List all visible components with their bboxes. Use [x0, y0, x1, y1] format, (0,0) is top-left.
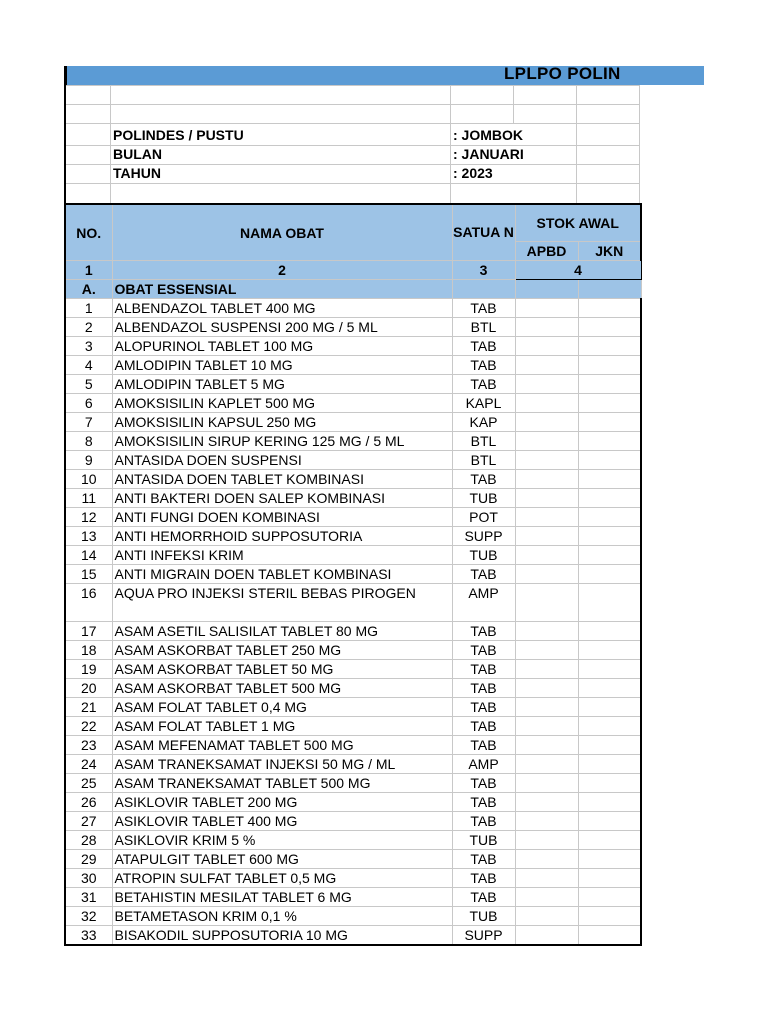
row-number: 3	[65, 337, 112, 356]
drug-name: ANTI HEMORRHOID SUPPOSUTORIA	[112, 527, 452, 546]
stok-jkn-cell	[578, 413, 641, 432]
drug-unit: TAB	[452, 660, 515, 679]
row-number: 32	[65, 907, 112, 926]
table-row	[65, 546, 641, 565]
stok-jkn-cell	[578, 831, 641, 850]
stok-apbd-cell	[515, 299, 578, 318]
drug-name: ASAM ASKORBAT TABLET 50 MG	[112, 660, 452, 679]
stok-jkn-cell	[578, 356, 641, 375]
row-number: 17	[65, 622, 112, 641]
table-row	[65, 812, 641, 831]
drug-name: ATROPIN SULFAT TABLET 0,5 MG	[112, 869, 452, 888]
grid-line	[450, 85, 451, 203]
stok-jkn-cell	[578, 584, 641, 622]
stok-jkn-cell	[578, 337, 641, 356]
row-number: 30	[65, 869, 112, 888]
drug-unit: TAB	[452, 850, 515, 869]
drug-unit: TAB	[452, 470, 515, 489]
drug-name: ASAM ASKORBAT TABLET 500 MG	[112, 679, 452, 698]
stok-jkn-cell	[578, 489, 641, 508]
stok-apbd-cell	[515, 546, 578, 565]
stok-jkn-cell	[578, 546, 641, 565]
col-number: 2	[112, 261, 452, 280]
grid-line	[513, 85, 514, 123]
stok-apbd-cell	[515, 869, 578, 888]
drug-name: ANTASIDA DOEN TABLET KOMBINASI	[112, 470, 452, 489]
col-header-nama: NAMA OBAT	[112, 204, 452, 261]
row-number: 15	[65, 565, 112, 584]
stok-jkn-cell	[578, 926, 641, 946]
stok-apbd-cell	[515, 432, 578, 451]
stok-jkn-cell	[578, 717, 641, 736]
drug-name: ASAM TRANEKSAMAT INJEKSI 50 MG / ML	[112, 755, 452, 774]
stok-apbd-cell	[515, 527, 578, 546]
drug-name: ASAM MEFENAMAT TABLET 500 MG	[112, 736, 452, 755]
table-row	[65, 831, 641, 850]
table-row	[65, 356, 641, 375]
stok-jkn-cell	[578, 299, 641, 318]
drug-name: ASAM FOLAT TABLET 0,4 MG	[112, 698, 452, 717]
drug-name: AQUA PRO INJEKSI STERIL BEBAS PIROGEN	[112, 584, 452, 622]
bulan-label: BULAN	[113, 146, 162, 162]
table-row	[65, 299, 641, 318]
grid-line	[64, 183, 640, 184]
report-title: LPLPO POLIN	[504, 64, 621, 83]
stok-jkn-cell	[578, 527, 641, 546]
section-name: OBAT ESSENSIAL	[112, 280, 452, 299]
stok-apbd-cell	[515, 565, 578, 584]
row-number: 16	[65, 584, 112, 622]
drug-unit: TAB	[452, 698, 515, 717]
drug-unit: BTL	[452, 451, 515, 470]
row-number: 21	[65, 698, 112, 717]
row-number: 24	[65, 755, 112, 774]
row-number: 4	[65, 356, 112, 375]
stok-apbd-cell	[515, 926, 578, 946]
col-header-stok-awal: STOK AWAL	[515, 204, 641, 242]
drug-name: ASAM TRANEKSAMAT TABLET 500 MG	[112, 774, 452, 793]
stok-apbd-cell	[515, 470, 578, 489]
drug-unit: TUB	[452, 831, 515, 850]
row-number: 8	[65, 432, 112, 451]
table-row	[65, 755, 641, 774]
table-row	[65, 584, 641, 622]
drug-unit: POT	[452, 508, 515, 527]
header-row-1	[65, 204, 641, 242]
stok-apbd-cell	[515, 736, 578, 755]
grid-line	[110, 85, 111, 203]
row-number: 7	[65, 413, 112, 432]
drug-name: ALBENDAZOL SUSPENSI 200 MG / 5 ML	[112, 318, 452, 337]
stok-apbd-cell	[515, 793, 578, 812]
table-row	[65, 470, 641, 489]
drug-unit: TAB	[452, 717, 515, 736]
row-number: 25	[65, 774, 112, 793]
row-number: 10	[65, 470, 112, 489]
drug-name: ASAM FOLAT TABLET 1 MG	[112, 717, 452, 736]
drug-name: ASIKLOVIR KRIM 5 %	[112, 831, 452, 850]
table-row	[65, 375, 641, 394]
row-number: 26	[65, 793, 112, 812]
drug-name: ASAM ASETIL SALISILAT TABLET 80 MG	[112, 622, 452, 641]
drug-unit: TUB	[452, 907, 515, 926]
drug-unit: TUB	[452, 489, 515, 508]
stok-jkn-cell	[578, 698, 641, 717]
row-number: 27	[65, 812, 112, 831]
col-number: 3	[452, 261, 515, 280]
stok-apbd-cell	[515, 394, 578, 413]
stok-jkn-cell	[578, 774, 641, 793]
grid-line	[64, 123, 640, 124]
stok-apbd-cell	[515, 356, 578, 375]
drug-unit: TAB	[452, 356, 515, 375]
drug-name: BETAHISTIN MESILAT TABLET 6 MG	[112, 888, 452, 907]
col-number: 1	[65, 261, 112, 280]
stok-apbd-cell	[515, 622, 578, 641]
row-number: 2	[65, 318, 112, 337]
stok-jkn-cell	[578, 508, 641, 527]
table-row	[65, 641, 641, 660]
table-row	[65, 907, 641, 926]
stok-apbd-cell	[515, 812, 578, 831]
stok-apbd-cell	[515, 679, 578, 698]
drug-unit: TAB	[452, 888, 515, 907]
drug-unit: TAB	[452, 299, 515, 318]
row-number: 14	[65, 546, 112, 565]
stok-jkn-cell	[578, 565, 641, 584]
drug-unit: AMP	[452, 755, 515, 774]
stok-jkn-cell	[578, 888, 641, 907]
row-number: 20	[65, 679, 112, 698]
row-number: 23	[65, 736, 112, 755]
stok-apbd-cell	[515, 717, 578, 736]
stok-jkn-cell	[578, 679, 641, 698]
stok-apbd-cell	[515, 831, 578, 850]
drug-name: BETAMETASON KRIM 0,1 %	[112, 907, 452, 926]
table-row	[65, 394, 641, 413]
section-row	[65, 280, 641, 299]
stok-jkn-cell	[578, 375, 641, 394]
table-row	[65, 926, 641, 946]
row-number: 19	[65, 660, 112, 679]
drug-unit: TAB	[452, 337, 515, 356]
table-row	[65, 736, 641, 755]
stok-apbd-cell	[515, 375, 578, 394]
stok-apbd-cell	[515, 508, 578, 527]
drug-unit: TAB	[452, 641, 515, 660]
stok-apbd-cell	[515, 489, 578, 508]
table-row	[65, 679, 641, 698]
stok-apbd-cell	[515, 451, 578, 470]
stok-jkn-cell	[578, 622, 641, 641]
stok-jkn-cell	[578, 432, 641, 451]
row-number: 6	[65, 394, 112, 413]
drug-unit: TAB	[452, 812, 515, 831]
stok-apbd-cell	[515, 413, 578, 432]
stok-apbd-cell	[515, 337, 578, 356]
stok-jkn-cell	[578, 641, 641, 660]
table-row	[65, 793, 641, 812]
stok-apbd-cell	[515, 907, 578, 926]
stok-apbd-cell	[515, 888, 578, 907]
stok-jkn-cell	[578, 660, 641, 679]
stok-apbd-cell	[515, 774, 578, 793]
tahun-label: TAHUN	[113, 165, 161, 181]
drug-unit: BTL	[452, 318, 515, 337]
stok-jkn-cell	[578, 755, 641, 774]
drug-unit: SUPP	[452, 926, 515, 946]
drug-name: ANTI MIGRAIN DOEN TABLET KOMBINASI	[112, 565, 452, 584]
row-number: 18	[65, 641, 112, 660]
polindes-value: : JOMBOK	[453, 127, 523, 143]
drug-name: ANTI BAKTERI DOEN SALEP KOMBINASI	[112, 489, 452, 508]
row-number: 33	[65, 926, 112, 946]
polindes-label: POLINDES / PUSTU	[113, 127, 244, 143]
stok-apbd-cell	[515, 641, 578, 660]
drug-name: AMLODIPIN TABLET 10 MG	[112, 356, 452, 375]
drug-unit: TAB	[452, 679, 515, 698]
drug-unit: TAB	[452, 774, 515, 793]
grid-line	[64, 85, 640, 86]
stok-apbd-cell	[515, 698, 578, 717]
row-number: 5	[65, 375, 112, 394]
bulan-value: : JANUARI	[453, 146, 524, 162]
stok-apbd-cell	[515, 660, 578, 679]
table-row	[65, 318, 641, 337]
drug-unit: TAB	[452, 565, 515, 584]
stok-jkn-cell	[578, 318, 641, 337]
drug-name: AMOKSISILIN KAPLET 500 MG	[112, 394, 452, 413]
obat-table	[64, 203, 642, 946]
table-row	[65, 489, 641, 508]
drug-unit: TAB	[452, 622, 515, 641]
drug-unit: BTL	[452, 432, 515, 451]
row-number: 9	[65, 451, 112, 470]
section-cell	[578, 280, 641, 299]
row-number: 13	[65, 527, 112, 546]
table-row	[65, 869, 641, 888]
drug-unit: TAB	[452, 793, 515, 812]
drug-name: AMOKSISILIN SIRUP KERING 125 MG / 5 ML	[112, 432, 452, 451]
col-header-apbd: APBD	[515, 242, 578, 261]
table-row	[65, 774, 641, 793]
grid-line	[576, 85, 577, 203]
row-number: 31	[65, 888, 112, 907]
col-header-satuan: SATUA N	[452, 204, 515, 261]
grid-line	[64, 104, 640, 105]
table-row	[65, 508, 641, 527]
table-row	[65, 565, 641, 584]
drug-name: ALOPURINOL TABLET 100 MG	[112, 337, 452, 356]
stok-jkn-cell	[578, 869, 641, 888]
col-number: 4	[515, 261, 641, 280]
drug-unit: KAP	[452, 413, 515, 432]
stok-apbd-cell	[515, 850, 578, 869]
col-header-jkn: JKN	[578, 242, 641, 261]
drug-name: ANTI INFEKSI KRIM	[112, 546, 452, 565]
stok-jkn-cell	[578, 812, 641, 831]
row-number: 29	[65, 850, 112, 869]
table-row	[65, 850, 641, 869]
drug-unit: TAB	[452, 869, 515, 888]
row-number: 22	[65, 717, 112, 736]
stok-jkn-cell	[578, 736, 641, 755]
table-row	[65, 527, 641, 546]
table-row	[65, 888, 641, 907]
section-cell	[515, 280, 578, 299]
drug-name: ASAM ASKORBAT TABLET 250 MG	[112, 641, 452, 660]
drug-name: AMOKSISILIN KAPSUL 250 MG	[112, 413, 452, 432]
stok-jkn-cell	[578, 470, 641, 489]
stok-jkn-cell	[578, 451, 641, 470]
table-row	[65, 622, 641, 641]
drug-unit: SUPP	[452, 527, 515, 546]
table-row	[65, 660, 641, 679]
section-code: A.	[65, 280, 112, 299]
grid-line	[639, 85, 640, 203]
row-number: 1	[65, 299, 112, 318]
table-row	[65, 337, 641, 356]
table-row	[65, 717, 641, 736]
drug-name: ASIKLOVIR TABLET 200 MG	[112, 793, 452, 812]
stok-jkn-cell	[578, 793, 641, 812]
section-cell	[452, 280, 515, 299]
drug-unit: TAB	[452, 736, 515, 755]
drug-name: ANTI FUNGI DOEN KOMBINASI	[112, 508, 452, 527]
tahun-value: : 2023	[453, 165, 493, 181]
drug-unit: TUB	[452, 546, 515, 565]
stok-jkn-cell	[578, 907, 641, 926]
stok-jkn-cell	[578, 850, 641, 869]
drug-unit: TAB	[452, 375, 515, 394]
drug-name: AMLODIPIN TABLET 5 MG	[112, 375, 452, 394]
column-number-row	[65, 261, 641, 280]
drug-unit: AMP	[452, 584, 515, 622]
table-row	[65, 413, 641, 432]
stok-jkn-cell	[578, 394, 641, 413]
drug-name: ANTASIDA DOEN SUSPENSI	[112, 451, 452, 470]
row-number: 12	[65, 508, 112, 527]
table-row	[65, 432, 641, 451]
table-row	[65, 451, 641, 470]
table-row	[65, 698, 641, 717]
row-number: 28	[65, 831, 112, 850]
drug-name: ALBENDAZOL TABLET 400 MG	[112, 299, 452, 318]
stok-apbd-cell	[515, 755, 578, 774]
drug-name: ASIKLOVIR TABLET 400 MG	[112, 812, 452, 831]
stok-apbd-cell	[515, 584, 578, 622]
col-header-no: NO.	[65, 204, 112, 261]
drug-unit: KAPL	[452, 394, 515, 413]
drug-name: ATAPULGIT TABLET 600 MG	[112, 850, 452, 869]
outer-border	[64, 85, 66, 203]
drug-name: BISAKODIL SUPPOSUTORIA 10 MG	[112, 926, 452, 946]
stok-apbd-cell	[515, 318, 578, 337]
row-number: 11	[65, 489, 112, 508]
